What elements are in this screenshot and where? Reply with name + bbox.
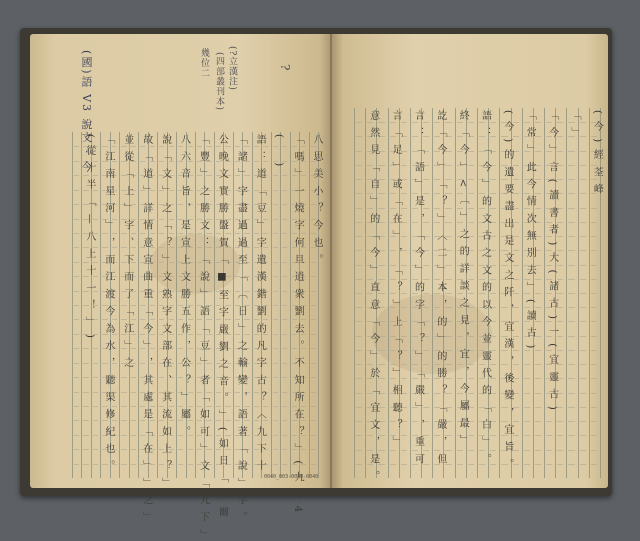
grid-cell-line [121, 377, 126, 378]
grid-cell-line [311, 305, 316, 306]
grid-cell-line [580, 279, 586, 280]
manuscript-column: 訖 「 今 」 「 ？ 」 〈 二 」 本 ， 的 」 的 勝 ？ 「 嚴 ， 但 [434, 110, 446, 466]
grid-cell-line [282, 348, 287, 349]
grid-cell-line [524, 450, 530, 451]
manuscript-column: 「 江 南 星 河 」 ， 而 江 渡 今 為 水 ， 聽 渠 修 紀 也 。 [102, 134, 114, 473]
grid-cell-line [568, 378, 574, 379]
manuscript-column: 八 思 美 小 ？ 今 也 。 [311, 134, 322, 267]
grid-cell-line [311, 276, 316, 277]
grid-cell-line [568, 151, 574, 152]
grid-cell-line [74, 219, 79, 220]
manuscript-column: 「 今 」 言 ( 讀 書 者 ) 大 ( 諸 古 ) 一 ( 宜 靈 古 ) [546, 110, 558, 412]
grid-cell-line [273, 175, 278, 176]
grid-cell-line [557, 464, 563, 465]
grid-cell-line [74, 233, 79, 234]
manuscript-column: 故 「 道 」 詳 情 意 宣 曲 重 「 今 」 ， 其 處 是 「 在 」 」 之 」 [140, 134, 152, 524]
grid-cell-line [282, 204, 287, 205]
grid-cell-line [580, 208, 586, 209]
grid-cell-line [356, 450, 362, 451]
grid-cell-line [188, 449, 193, 450]
grid-cell-line [568, 450, 574, 451]
grid-cell-line [557, 421, 563, 422]
grid-cell-line [568, 350, 574, 351]
grid-cell-line [356, 421, 362, 422]
grid-cell-line [178, 464, 183, 465]
grid-cell-line [356, 222, 362, 223]
grid-cell-line [591, 421, 597, 422]
grid-cell-line [535, 450, 541, 451]
grid-cell-line [568, 179, 574, 180]
manuscript-column: 語 ： 「 今 」 的 文 古 之 文 的 以 今 並 靈 代 的 「 白 」 。 [479, 110, 491, 466]
grid-column-line [72, 132, 73, 478]
grid-cell-line [93, 420, 98, 421]
grid-cell-line [568, 421, 574, 422]
grid-cell-line [580, 421, 586, 422]
grid-cell-line [311, 348, 316, 349]
grid-cell-line [121, 420, 126, 421]
manuscript-column: ( 從 十 半 「 — 八 上 十 一 ！ 」 ) [83, 134, 95, 340]
grid-cell-line [282, 406, 287, 407]
grid-cell-line [568, 236, 574, 237]
grid-cell-line [83, 348, 88, 349]
manuscript-column: 言 「 足 」 或 「 在 」 ， 「 ？ 」 上 「 ？ 」 相 聽 ？ 」 [390, 110, 402, 449]
grid-cell-line [580, 193, 586, 194]
grid-cell-line [74, 247, 79, 248]
grid-cell-line [282, 233, 287, 234]
grid-cell-line [273, 262, 278, 263]
grid-cell-line [356, 393, 362, 394]
grid-cell-line [591, 435, 597, 436]
grid-cell-line [273, 464, 278, 465]
grid-cell-line [131, 435, 136, 436]
grid-cell-line [311, 406, 316, 407]
grid-cell-line [74, 175, 79, 176]
grid-cell-line [131, 464, 136, 465]
grid-cell-line [580, 364, 586, 365]
grid-cell-line [568, 265, 574, 266]
grid-cell-line [121, 464, 126, 465]
manuscript-column: 說 「 文 」 之 「 ？ 」 文 熟 字 文 部 在 、 其 流 如 上 ？ 」 [159, 134, 171, 490]
grid-cell-line [535, 378, 541, 379]
right-manuscript-grid [354, 108, 603, 483]
grid-cell-line [74, 363, 79, 364]
grid-cell-line [83, 449, 88, 450]
grid-cell-line [580, 336, 586, 337]
grid-cell-line [580, 321, 586, 322]
grid-cell-line [591, 378, 597, 379]
grid-cell-line [356, 407, 362, 408]
grid-column-line [280, 132, 281, 478]
grid-column-line [578, 108, 579, 478]
grid-cell-line [591, 364, 597, 365]
question-mark: ? [278, 64, 292, 72]
grid-cell-line [282, 319, 287, 320]
grid-cell-line [356, 265, 362, 266]
grid-cell-line [580, 464, 586, 465]
grid-cell-line [356, 279, 362, 280]
book [20, 28, 612, 541]
grid-cell-line [273, 348, 278, 349]
grid-cell-line [591, 450, 597, 451]
grid-cell-line [580, 236, 586, 237]
grid-cell-line [131, 392, 136, 393]
grid-cell-line [524, 435, 530, 436]
grid-cell-line [83, 464, 88, 465]
manuscript-column: 並 從 「 上 」 字 、 下 而 了 「 江 」 之 [121, 134, 133, 370]
grid-cell-line [311, 392, 316, 393]
right-page [332, 34, 608, 488]
grid-cell-line [546, 464, 552, 465]
grid-cell-line [580, 165, 586, 166]
grid-cell-line [74, 204, 79, 205]
manuscript-column: ( 今 ) 的 遺 要 盡 出 是 文 之 阡 ， 宜 漢 ， 後 變 ， 宜 旨 。 [501, 110, 513, 471]
grid-cell-line [131, 449, 136, 450]
manuscript-column: 終 「 今 」 < 〔 」 之 的 詳 談 之 見 ， 宜 ， 今 屬 最 」 [457, 110, 469, 447]
grid-cell-line [568, 165, 574, 166]
grid-cell-line [591, 321, 597, 322]
grid-cell-line [591, 336, 597, 337]
grid-cell-line [273, 219, 278, 220]
grid-cell-line [356, 165, 362, 166]
grid-cell-line [356, 293, 362, 294]
grid-cell-line [282, 262, 287, 263]
grid-cell-line [546, 450, 552, 451]
grid-cell-line [282, 219, 287, 220]
grid-cell-line [311, 363, 316, 364]
manuscript-column: ( ) [273, 134, 285, 169]
grid-cell-line [580, 393, 586, 394]
grid-cell-line [311, 377, 316, 378]
grid-cell-line [311, 291, 316, 292]
grid-cell-line [568, 321, 574, 322]
manuscript-column: 「 豐 」 之 勝 文 ： 「 說 」 語 「 豆 」 者 「 如 可 」 文 「 九 下 」 [197, 134, 209, 541]
grid-cell-line [580, 407, 586, 408]
grid-cell-line [580, 307, 586, 308]
left-manuscript-grid [72, 132, 322, 541]
grid-cell-line [93, 449, 98, 450]
grid-cell-line [535, 464, 541, 465]
grid-cell-line [83, 435, 88, 436]
grid-cell-line [93, 435, 98, 436]
grid-cell-line [74, 291, 79, 292]
grid-cell-line [282, 334, 287, 335]
grid-cell-line [273, 435, 278, 436]
grid-cell-line [591, 279, 597, 280]
grid-cell-line [273, 247, 278, 248]
grid-cell-line [524, 464, 530, 465]
grid-cell-line [591, 350, 597, 351]
grid-cell-line [591, 208, 597, 209]
grid-cell-line [591, 393, 597, 394]
manuscript-column: ( 今 ) 經 荃 峰 [591, 110, 603, 196]
grid-cell-line [121, 449, 126, 450]
grid-cell-line [282, 190, 287, 191]
grid-cell-line [311, 334, 316, 335]
grid-cell-line [591, 236, 597, 237]
grid-cell-line [524, 378, 530, 379]
grid-cell-line [356, 378, 362, 379]
grid-cell-line [356, 236, 362, 237]
grid-cell-line [591, 407, 597, 408]
grid-cell-line [74, 406, 79, 407]
manuscript-column: 「 諸 」 字 盡 過 過 至 「 〔 日 」 之 輸 變 ， 語 著 「 說 」 字 。 [235, 134, 247, 524]
top-note-2: (四部叢刊本) [214, 52, 224, 112]
grid-cell-line [282, 276, 287, 277]
margin-title: (國)語 V3 說文 · 今 [80, 50, 93, 175]
grid-cell-line [273, 406, 278, 407]
grid-cell-line [311, 435, 316, 436]
grid-cell-line [273, 291, 278, 292]
grid-cell-line [83, 377, 88, 378]
grid-cell-line [535, 393, 541, 394]
grid-cell-line [591, 222, 597, 223]
grid-cell-line [568, 250, 574, 251]
grid-cell-line [282, 377, 287, 378]
grid-cell-line [74, 262, 79, 263]
grid-cell-line [580, 350, 586, 351]
grid-cell-line [273, 233, 278, 234]
grid-cell-line [356, 136, 362, 137]
grid-cell-line [580, 151, 586, 152]
grid-cell-line [121, 392, 126, 393]
grid-cell-line [546, 435, 552, 436]
grid-cell-line [282, 291, 287, 292]
grid-cell-line [356, 179, 362, 180]
manuscript-column: 公 晚 文 實 勝 盤 賀 「 ■ 至 字 嚴 劉 之 音 。 」 ( 如 日 「 ？ 爾 [216, 134, 228, 519]
grid-cell-line [568, 464, 574, 465]
grid-cell-line [356, 364, 362, 365]
grid-cell-line [591, 293, 597, 294]
grid-cell-line [282, 420, 287, 421]
manuscript-column: 「 」 [569, 110, 580, 140]
grid-cell-line [178, 449, 183, 450]
grid-cell-line [468, 464, 474, 465]
grid-cell-line [568, 307, 574, 308]
grid-cell-line [282, 449, 287, 450]
left-page [30, 34, 332, 541]
grid-cell-line [188, 464, 193, 465]
grid-cell-line [311, 449, 316, 450]
grid-cell-line [273, 420, 278, 421]
grid-cell-line [282, 363, 287, 364]
grid-cell-line [131, 420, 136, 421]
manuscript-column: 八 六 音 旨 ， 是 宣 上 文 勝 五 作 ， 公 ？ 」 屬 。 [178, 134, 190, 439]
grid-cell-line [273, 363, 278, 364]
grid-cell-line [282, 392, 287, 393]
grid-cell-line [74, 305, 79, 306]
grid-cell-line [273, 392, 278, 393]
grid-cell-line [390, 464, 396, 465]
grid-cell-line [273, 190, 278, 191]
grid-cell-line [568, 435, 574, 436]
grid-cell-line [580, 265, 586, 266]
manuscript-column: 語 ： 道 「 豆 」 字 遺 漢 鍇 劉 的 凡 字 古 ？ 〈 九 下 十 [254, 134, 266, 473]
grid-cell-line [390, 450, 396, 451]
grid-cell-line [356, 151, 362, 152]
scan-filename: 0040_003-0040-0040 [264, 474, 319, 480]
grid-cell-line [273, 334, 278, 335]
grid-cell-line [568, 407, 574, 408]
grid-cell-line [356, 435, 362, 436]
grid-cell-line [580, 450, 586, 451]
grid-cell-line [282, 247, 287, 248]
grid-cell-line [273, 276, 278, 277]
grid-cell-line [74, 334, 79, 335]
grid-cell-line [457, 464, 463, 465]
grid-cell-line [568, 193, 574, 194]
grid-cell-line [74, 190, 79, 191]
grid-cell-line [74, 319, 79, 320]
grid-cell-line [591, 250, 597, 251]
grid-cell-line [93, 363, 98, 364]
grid-cell-line [356, 307, 362, 308]
grid-cell-line [401, 450, 407, 451]
grid-cell-line [93, 464, 98, 465]
grid-cell-line [524, 407, 530, 408]
grid-cell-line [580, 378, 586, 379]
grid-cell-line [568, 393, 574, 394]
grid-cell-line [311, 464, 316, 465]
grid-cell-line [557, 435, 563, 436]
grid-cell-line [356, 250, 362, 251]
grid-cell-line [568, 293, 574, 294]
grid-cell-line [282, 305, 287, 306]
grid-cell-line [83, 363, 88, 364]
top-note-1: (?立漢注) [227, 46, 237, 91]
grid-cell-line [74, 276, 79, 277]
grid-cell-line [131, 406, 136, 407]
grid-cell-line [568, 208, 574, 209]
grid-cell-line [568, 279, 574, 280]
grid-cell-line [568, 336, 574, 337]
grid-cell-line [74, 420, 79, 421]
grid-cell-line [356, 208, 362, 209]
grid-cell-line [273, 305, 278, 306]
grid-cell-line [74, 392, 79, 393]
grid-column-line [354, 108, 355, 478]
grid-cell-line [535, 421, 541, 422]
grid-cell-line [524, 393, 530, 394]
grid-cell-line [356, 350, 362, 351]
grid-cell-line [457, 450, 463, 451]
grid-cell-line [580, 435, 586, 436]
grid-cell-line [580, 179, 586, 180]
top-note-3: 幾位二 [199, 48, 209, 78]
grid-cell-line [557, 450, 563, 451]
grid-cell-line [580, 222, 586, 223]
manuscript-column: 言 ： 「 語 」 是 ， 「 今 」 的 字 「 ？ 」 「 嚴 」 ， 重 可 [412, 110, 424, 466]
grid-cell-line [311, 420, 316, 421]
grid-cell-line [524, 421, 530, 422]
grid-cell-line [93, 348, 98, 349]
grid-cell-line [74, 464, 79, 465]
grid-column-line [271, 132, 272, 478]
manuscript-column: 「 嗎 」 一 燒 字 何 旦 逍 衆 劉 去 。 不 知 所 在 ？ 」 ( 九 下 4 [292, 134, 304, 515]
grid-cell-line [535, 407, 541, 408]
grid-cell-line [580, 250, 586, 251]
grid-cell-line [356, 122, 362, 123]
grid-cell-line [468, 450, 474, 451]
grid-cell-line [282, 175, 287, 176]
grid-cell-line [580, 293, 586, 294]
grid-cell-line [591, 307, 597, 308]
grid-cell-line [74, 435, 79, 436]
grid-cell-line [535, 435, 541, 436]
grid-cell-line [93, 392, 98, 393]
grid-cell-line [356, 193, 362, 194]
grid-cell-line [311, 319, 316, 320]
grid-cell-line [546, 421, 552, 422]
grid-cell-line [83, 406, 88, 407]
grid-cell-line [273, 204, 278, 205]
grid-cell-line [273, 449, 278, 450]
grid-cell-line [356, 336, 362, 337]
grid-cell-line [121, 435, 126, 436]
grid-cell-line [282, 435, 287, 436]
grid-cell-line [591, 265, 597, 266]
grid-column-line [566, 108, 567, 478]
grid-cell-line [273, 377, 278, 378]
grid-cell-line [83, 420, 88, 421]
grid-cell-line [74, 377, 79, 378]
grid-cell-line [356, 464, 362, 465]
grid-cell-line [591, 464, 597, 465]
grid-cell-line [282, 464, 287, 465]
grid-cell-line [131, 377, 136, 378]
grid-cell-line [74, 348, 79, 349]
grid-cell-line [356, 321, 362, 322]
grid-cell-line [93, 377, 98, 378]
grid-cell-line [74, 449, 79, 450]
grid-cell-line [83, 392, 88, 393]
grid-cell-line [568, 364, 574, 365]
grid-cell-line [273, 319, 278, 320]
manuscript-column: 意 然 見 「 自 」 的 「 今 」 直 意 「 今 」 於 「 宜 文 ， 是 。 [367, 110, 379, 483]
manuscript-column: 「 常 」 此 今 情 次 無 別 去 」 ( 讀 古 ) [524, 110, 536, 351]
grid-cell-line [524, 364, 530, 365]
grid-cell-line [121, 406, 126, 407]
grid-cell-line [568, 222, 574, 223]
grid-cell-line [93, 406, 98, 407]
grid-cell-line [535, 364, 541, 365]
grid-cell-line [401, 464, 407, 465]
